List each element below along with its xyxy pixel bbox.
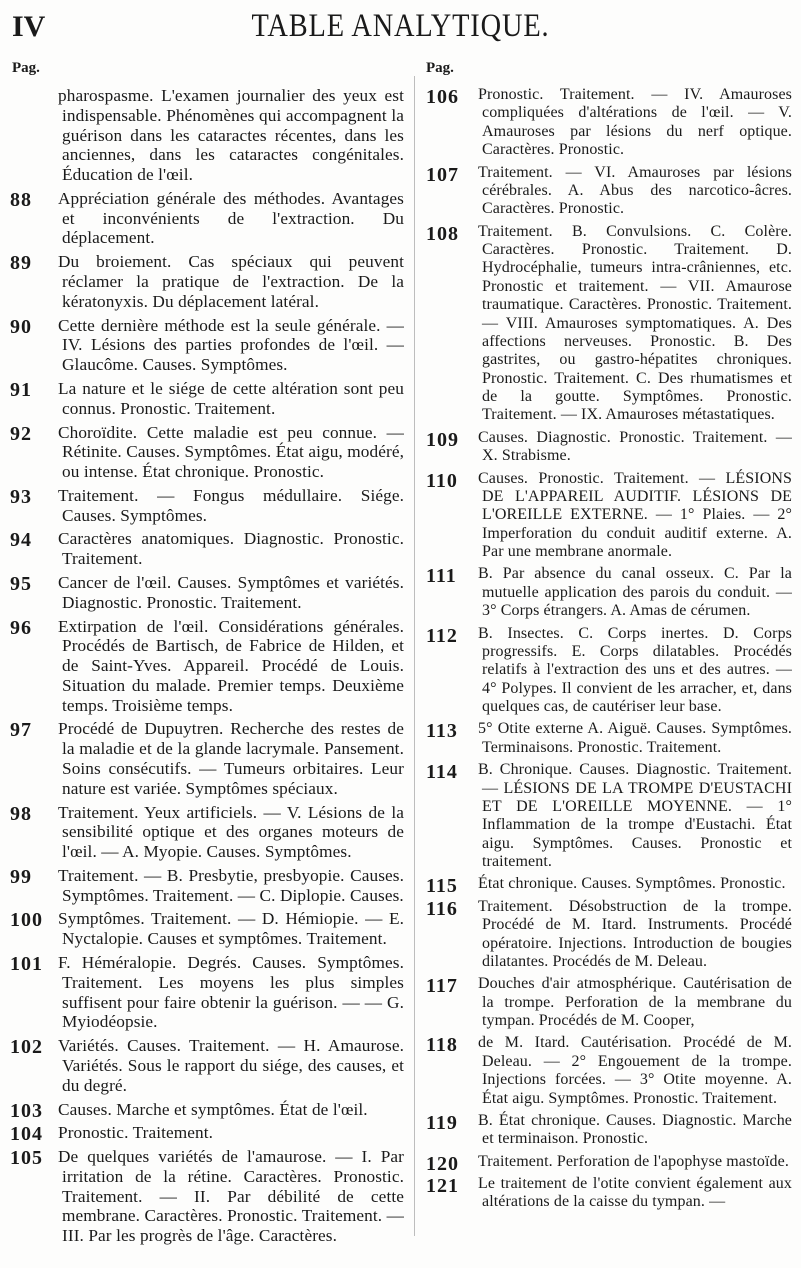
entry-text: F. Héméralopie. Degrés. Causes. Symptômes. Traitement. Les moyens les plus simples suffisent pour faire obtenir la guérison. — — G. Myiodéopsie. [58, 953, 404, 1032]
index-entry [0, 1147, 410, 1246]
entry-page-number: 102 [10, 1036, 43, 1059]
entry-text: Appréciation générale des méthodes. Avantages et inconvénients de l'extraction. Du déplacement. [58, 188, 404, 248]
entry-page-number: 97 [10, 719, 32, 742]
index-entry [426, 164, 798, 219]
entry-text: Douches d'air atmosphérique. Cautérisation de la trompe. Perforation de la membrane du tympan. Procédés de M. Cooper, [478, 975, 792, 1029]
entry-text: Du broiement. Cas spéciaux qui peuvent réclamer la pratique de l'extraction. De la kératonyxis. Du déplacement latéral. [58, 252, 404, 311]
entry-page-number: 95 [10, 572, 32, 595]
entry-page-number: 100 [10, 909, 43, 932]
entry-page-number: 117 [426, 975, 458, 998]
entry-page-number: 110 [426, 469, 458, 492]
entry-page-number: 105 [10, 1147, 43, 1170]
entry-page-number: 96 [10, 616, 32, 639]
entry-text: Choroïdite. Cette maladie est peu connue. — Rétinite. Causes. Symptômes. État aigu, modéré, ou intense. État chronique. Pronostic. [58, 422, 404, 482]
index-entry [0, 866, 410, 906]
index-entry [0, 529, 410, 569]
index-entry [0, 252, 410, 311]
index-entry [426, 565, 798, 620]
entry-page-number: 113 [426, 720, 458, 743]
index-entry [0, 1100, 410, 1120]
entry-text: Causes. Marche et symptômes. État de l'œil. [58, 1099, 368, 1119]
running-title: TABLE ANALYTIQUE. [251, 8, 550, 44]
index-entry [426, 1112, 798, 1149]
index-entry [426, 975, 798, 1030]
index-entry [426, 470, 798, 562]
index-entry [0, 909, 410, 949]
entry-page-number: 121 [426, 1175, 459, 1197]
index-entry [426, 429, 798, 466]
pag-label-right: Pag. [426, 60, 454, 76]
entry-text: 5° Otite externe A. Aiguë. Causes. Symptômes. Terminaisons. Pronostic. Traitement. [478, 720, 792, 756]
index-entry [426, 86, 798, 160]
entry-text: Traitement. — B. Presbytie, presbyopie. Causes. Symptômes. Traitement. — C. Diplopie. Causes. [58, 865, 404, 905]
entry-text: Caractères anatomiques. Diagnostic. Pronostic. Traitement. [58, 529, 404, 569]
entry-page-number: 91 [10, 378, 32, 401]
entry-text: Causes. Pronostic. Traitement. — LÉSIONS DE L'APPAREIL AUDITIF. LÉSIONS DE L'OREILLE EXTERNE. — 1° Plaies. — 2° Imperforation du conduit auditif externe. A. Par une membrane anormale. [478, 469, 792, 560]
entry-text: De quelques variétés de l'amaurose. — I. Par irritation de la rétine. Caractères. Pronostic. Traitement. — II. Par débilité de cette membrane. Caractères. Pronostic. Traitement. — III. Par les progrès de l'âge. Caractères. [58, 1147, 404, 1246]
entry-text: pharospasme. L'examen journalier des yeux est indispensable. Phénomènes qui accompagnent la guérison dans les cataractes récentes, dans les anciennes, dans les cataractes congénitales. Éducation de l'œil. [58, 86, 404, 185]
entry-text: B. Par absence du canal osseux. C. Par la mutuelle application des parois du conduit. — 3° Corps étrangers. A. Amas de cérumen. [478, 565, 792, 620]
entry-page-number: 120 [426, 1152, 459, 1175]
entry-page-number: 116 [426, 897, 458, 920]
entry-text: Pronostic. Traitement. [58, 1123, 214, 1143]
entry-page-number: 119 [426, 1111, 458, 1134]
index-entry [426, 625, 798, 717]
entry-page-number: 106 [426, 86, 459, 108]
index-entry [426, 223, 798, 425]
entry-text: Extirpation de l'œil. Considérations générales. Procédés de Bartisch, de Fabrice de Hilden, et de Saint-Yves. Appareil. Procédé de Louis. Situation du malade. Premier temps. Deuxième temps. Troisième temps. [58, 616, 404, 715]
entry-text: La nature et le siége de cette altération sont peu connus. Pronostic. Traitement. [58, 378, 404, 418]
entry-page-number: 107 [426, 163, 459, 186]
index-entry [426, 875, 798, 898]
index-entry [426, 1152, 798, 1175]
index-entry [0, 189, 410, 248]
page-number: IV [12, 10, 46, 43]
entry-text: État chronique. Causes. Symptômes. Pronostic. [478, 875, 786, 893]
pag-label-left: Pag. [12, 60, 40, 76]
entry-page-number: 118 [426, 1034, 458, 1057]
index-entry [0, 379, 410, 419]
entry-page-number: 94 [10, 529, 32, 552]
entry-text: Cancer de l'œil. Causes. Symptômes et variétés. Diagnostic. Pronostic. Traitement. [58, 572, 404, 612]
entry-page-number: 108 [426, 222, 459, 245]
index-entry [0, 423, 410, 482]
index-entry [426, 898, 798, 972]
index-entry [426, 720, 798, 757]
entry-text: Traitement. B. Convulsions. C. Colère. Caractères. Pronostic. Traitement. D. Hydrocéphalie, tumeurs intra-crâniennes, etc. Pronostic et traitement. — VII. Amaurose traumatique. Caractères. Pronostic. Traitement. — VIII. Amauroses symptomatiques. A. Des affections nerveuses. Pronostic. B. Des gastrites, ou gastro-hépatites chroniques. Pronostic. Traitement. C. Des rhumatismes et de la goutte. Symptômes. Pronostic. Traitement. — IX. Amauroses métastatiques. [478, 222, 792, 424]
entry-text: Traitement. Perforation de l'apophyse mastoïde. [478, 1152, 789, 1170]
entry-text: Le traitement de l'otite convient également aux altérations de la caisse du tympan. — [478, 1175, 792, 1211]
entry-text: Procédé de Dupuytren. Recherche des restes de la maladie et de la glande lacrymale. Pansement. Soins consécutifs. — Tumeurs orbitaires. Leur nature est variée. Symptômes spéciaux. [58, 719, 404, 798]
entry-text: Traitement. Désobstruction de la trompe. Procédé de M. Itard. Instruments. Procédé opératoire. Injections. Introduction de bougies dilatantes. Procédés de M. Deleau. [478, 897, 792, 970]
right-column [426, 86, 798, 1216]
entry-text: Traitement. — VI. Amauroses par lésions cérébrales. A. Abus des narcotico-âcres. Caractères. Pronostic. [478, 163, 792, 218]
entry-page-number: 98 [10, 802, 32, 825]
index-entry [0, 719, 410, 798]
entry-page-number: 104 [10, 1123, 43, 1146]
left-column [0, 86, 410, 1250]
index-entry [0, 803, 410, 862]
entry-text: Causes. Diagnostic. Pronostic. Traitement. — X. Strabisme. [478, 428, 792, 465]
index-entry [0, 1123, 410, 1146]
entry-text: B. Insectes. C. Corps inertes. D. Corps progressifs. E. Corps dilatables. Procédés relatifs à l'extraction des uns et des autres. — 4° Polypes. Il convient de les arracher, et, dans quelques cas, de cautériser leur base. [478, 624, 792, 715]
index-entry [0, 316, 410, 375]
entry-page-number: 112 [426, 624, 458, 647]
entry-page-number: 89 [10, 252, 32, 275]
entry-page-number: 114 [426, 761, 458, 784]
index-entry [426, 1034, 798, 1108]
index-entry [426, 761, 798, 871]
entry-text: B. État chronique. Causes. Diagnostic. Marche et terminaison. Pronostic. [478, 1111, 792, 1148]
entry-text: Pronostic. Traitement. — IV. Amauroses compliquées d'altérations de l'œil. — V. Amauroses par lésions du nerf optique. Caractères. Pronostic. [478, 86, 792, 159]
index-entry [0, 1036, 410, 1095]
index-entry [0, 573, 410, 613]
entry-text: Traitement. Yeux artificiels. — V. Lésions de la sensibilité optique et des organes moteurs de l'œil. — A. Myopie. Causes. Symptômes. [58, 802, 404, 862]
column-divider [414, 76, 415, 1236]
index-entry [0, 86, 410, 185]
index-entry [0, 617, 410, 716]
page-header [0, 6, 801, 56]
entry-text: B. Chronique. Causes. Diagnostic. Traitement. — LÉSIONS DE LA TROMPE D'EUSTACHI ET DE L'OREILLE MOYENNE. — 1° Inflammation de la trompe d'Eustachi. État aigu. Symptômes. Causes. Pronostic et traitement. [478, 761, 792, 870]
entry-text: Variétés. Causes. Traitement. — H. Amaurose. Variétés. Sous le rapport du siége, des causes, et du degré. [58, 1036, 404, 1095]
entry-page-number: 115 [426, 875, 458, 898]
entry-page-number: 92 [10, 422, 32, 445]
entry-text: de M. Itard. Cautérisation. Procédé de M. Deleau. — 2° Engouement de la trompe. Injections forcées. — 3° Otite moyenne. A. État aigu. Symptômes. Pronostic. Traitement. [478, 1034, 792, 1107]
entry-page-number: 90 [10, 315, 32, 338]
index-entry [426, 1175, 798, 1212]
entry-page-number: 111 [426, 565, 457, 588]
entry-text: Symptômes. Traitement. — D. Hémiopie. — E. Nyctalopie. Causes et symptômes. Traitement. [58, 909, 404, 949]
entry-text: Traitement. — Fongus médullaire. Siége. Causes. Symptômes. [58, 485, 404, 525]
entry-page-number: 103 [10, 1099, 43, 1122]
entry-page-number: 88 [10, 188, 32, 211]
entry-page-number: 101 [10, 953, 43, 976]
index-entry [0, 953, 410, 1032]
entry-text: Cette dernière méthode est la seule générale. — IV. Lésions des parties profondes de l'œil. — Glaucôme. Causes. Symptômes. [58, 315, 404, 375]
entry-page-number: 93 [10, 485, 32, 508]
index-entry [0, 486, 410, 526]
entry-page-number: 99 [10, 865, 32, 888]
entry-page-number: 109 [426, 428, 459, 451]
